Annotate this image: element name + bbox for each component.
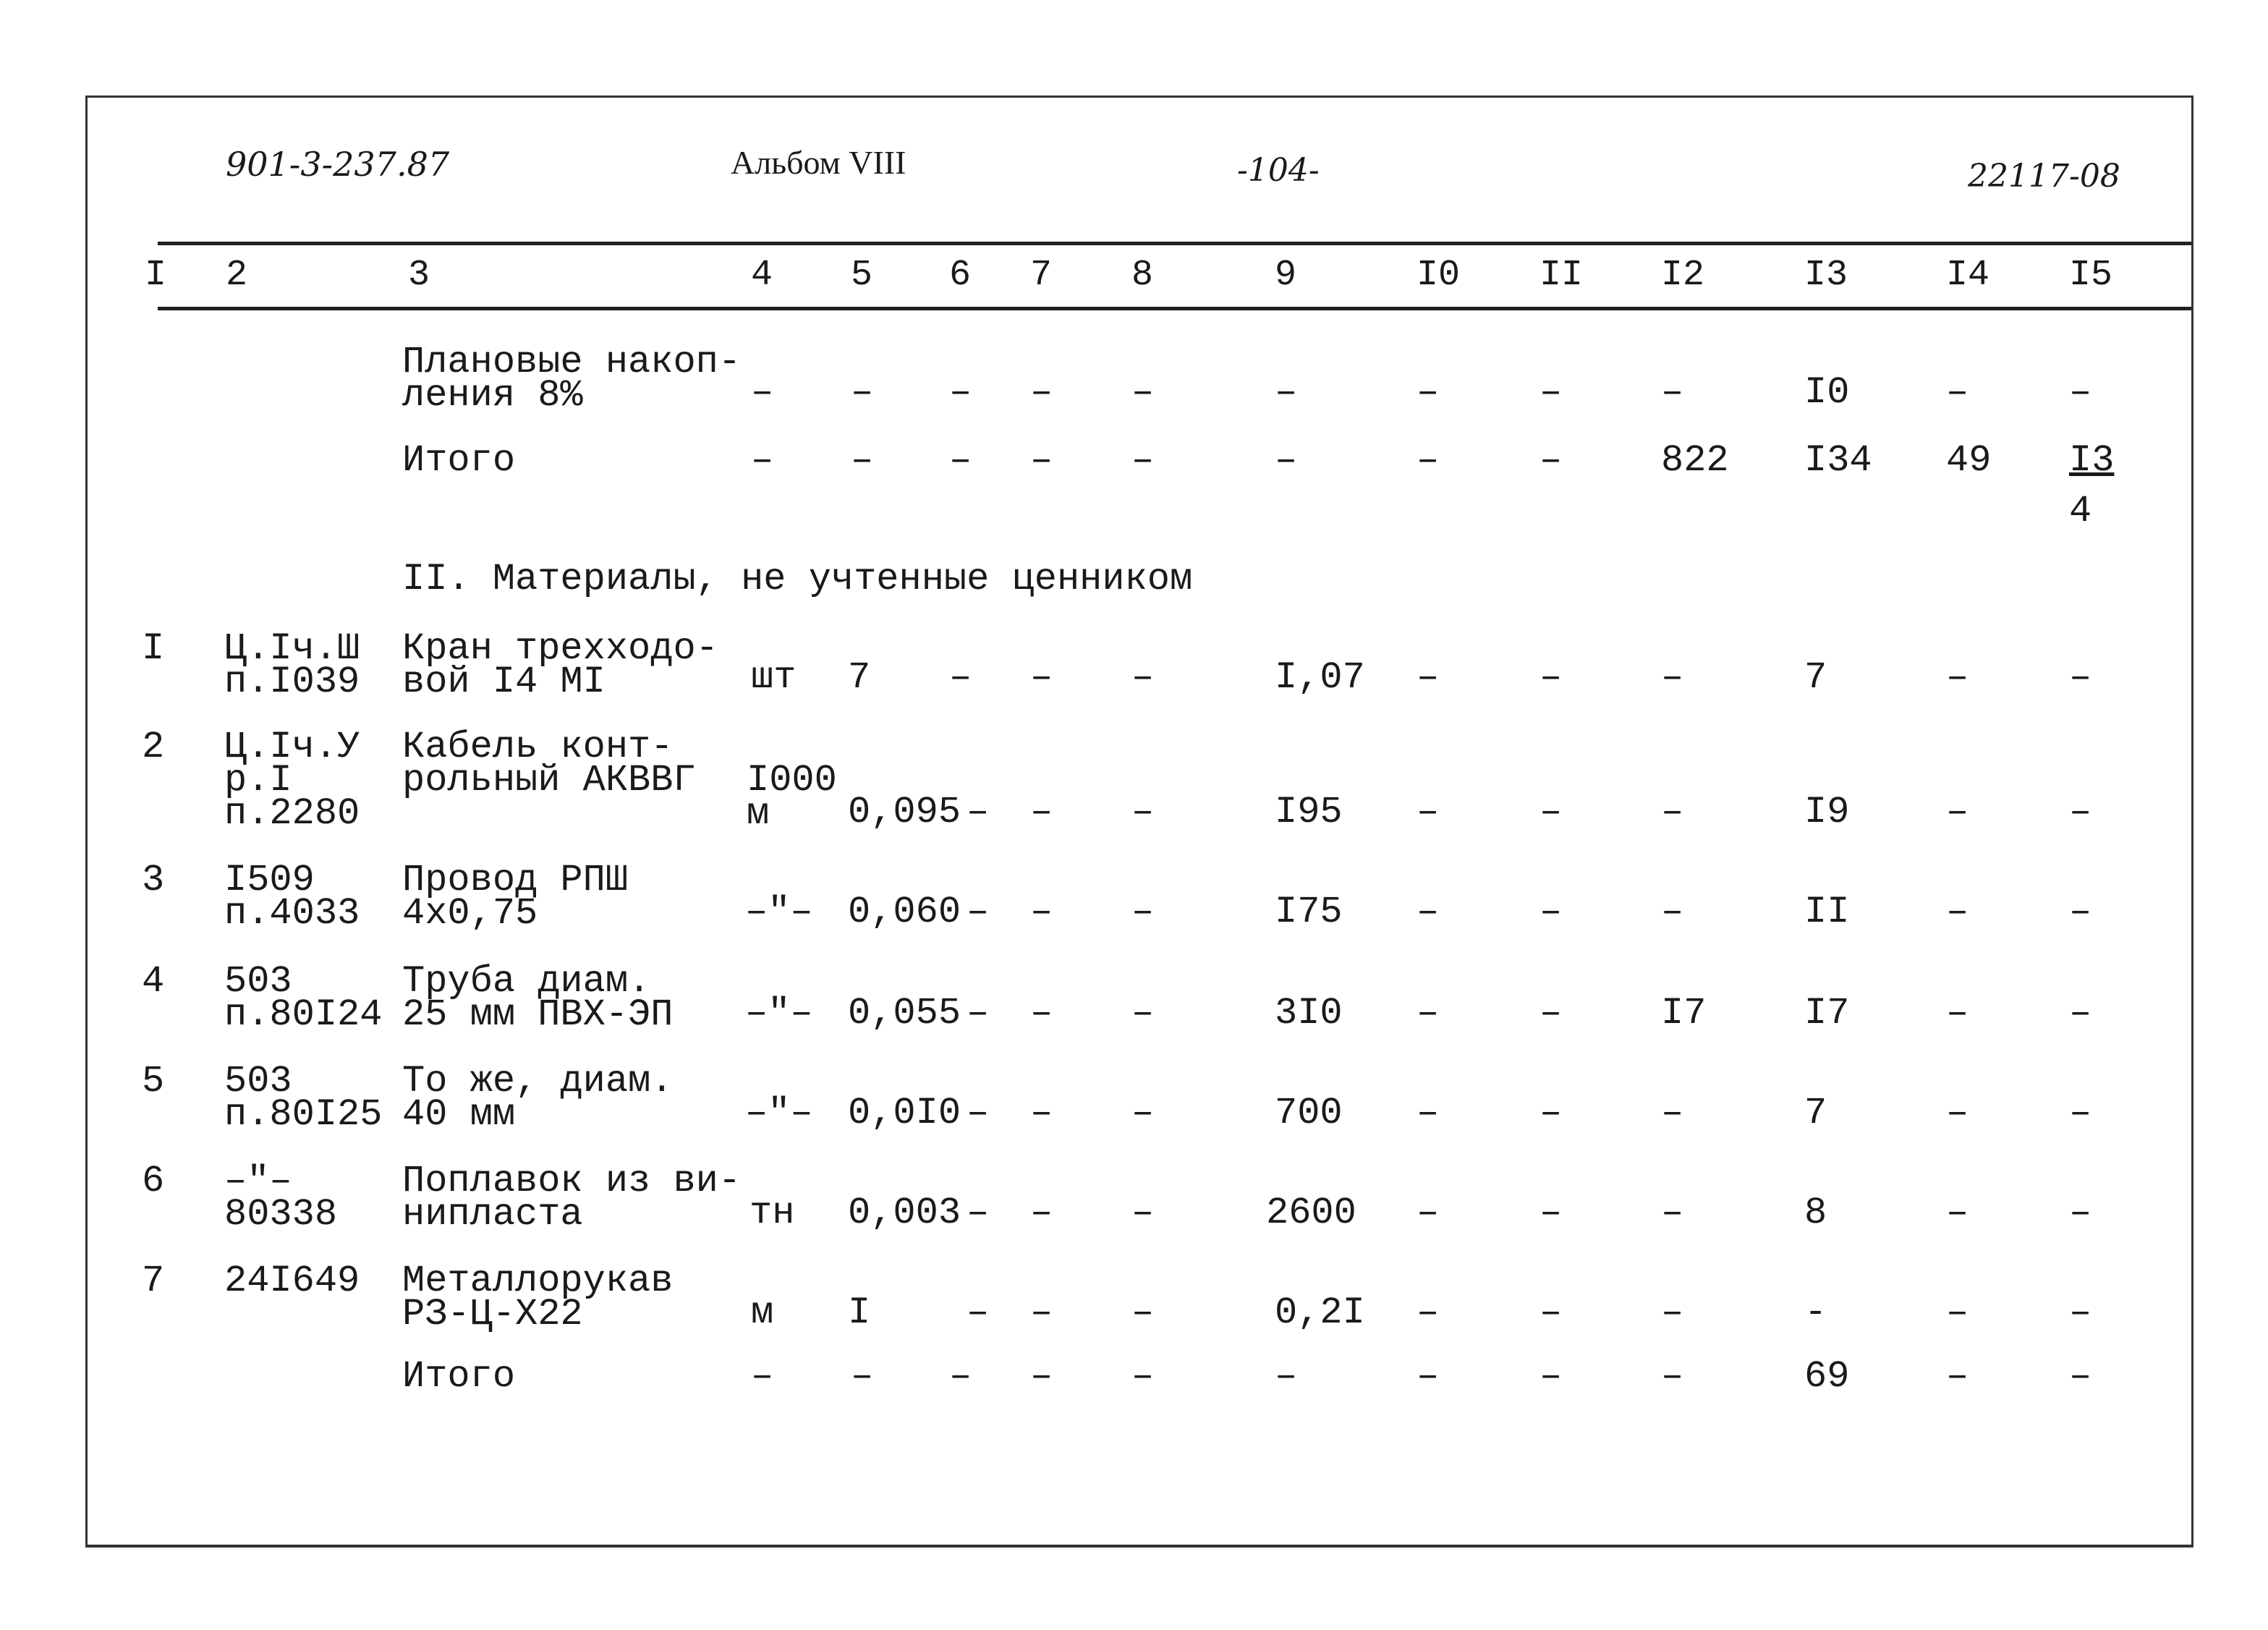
cell: – (949, 371, 972, 414)
cell: – (1030, 1092, 1053, 1134)
cell: – (851, 371, 874, 414)
cell: – (1131, 439, 1155, 482)
column-header: I0 (1417, 255, 1461, 296)
column-header: I (145, 255, 167, 296)
cell: – (2069, 891, 2092, 933)
unit-price: I95 (1275, 791, 1343, 833)
quantity: 0,003 (848, 1192, 961, 1234)
column-header: II (1539, 255, 1584, 296)
item-name: Поплавок из ви- нипласта (402, 1160, 742, 1236)
column-header: 2 (226, 255, 248, 296)
column-header: 5 (851, 255, 873, 296)
column-header: 4 (751, 255, 773, 296)
cell: – (1661, 1291, 1684, 1334)
cell: – (1131, 1092, 1155, 1134)
cell: – (1661, 791, 1684, 833)
cell: – (1946, 1355, 1969, 1398)
cell: – (1539, 1355, 1563, 1398)
cell: – (1131, 891, 1155, 933)
unit: шт (751, 656, 797, 699)
header-bottom-rule (158, 307, 2191, 310)
cell: – (1946, 791, 1969, 833)
cell: – (1661, 1192, 1684, 1234)
cell: – (1539, 371, 1563, 414)
quantity: 0,095 (848, 791, 961, 833)
cell: – (967, 1192, 990, 1234)
unit: I000 м (747, 759, 837, 835)
price-code: 503 п.80I25 (224, 1060, 383, 1136)
cell: – (1417, 1192, 1440, 1234)
unit: –"– (745, 992, 813, 1035)
item-name: Провод РПШ 4х0,75 (402, 859, 629, 935)
price-code: –"– 80338 (224, 1160, 338, 1236)
cell: – (1030, 891, 1053, 933)
unit: тн (749, 1192, 795, 1234)
unit-price: 3I0 (1275, 992, 1343, 1035)
cell: – (949, 1355, 972, 1398)
row-number: 2 (142, 726, 165, 768)
cell: – (1417, 791, 1440, 833)
album-title: Альбом VIII (731, 144, 906, 181)
cell: I34 (1804, 439, 1872, 482)
cell: – (1661, 1355, 1684, 1398)
cell: – (1661, 371, 1684, 414)
cell: – (1417, 992, 1440, 1035)
cell: – (851, 439, 874, 482)
cell: – (1661, 656, 1684, 699)
row-number: 4 (142, 960, 165, 1003)
cell: – (1030, 992, 1053, 1035)
cell: – (1417, 439, 1440, 482)
row-name: Плановые накоп- ления 8% (402, 341, 742, 417)
cell: – (1131, 371, 1155, 414)
header-top-rule (158, 242, 2191, 245)
cell: – (1946, 1192, 1969, 1234)
column-header: 7 (1030, 255, 1053, 296)
column-header: I4 (1946, 255, 1990, 296)
cell: – (1539, 1192, 1563, 1234)
cell: – (1539, 656, 1563, 699)
cell-denominator: 4 (2069, 490, 2092, 532)
cell: – (1417, 1092, 1440, 1134)
doc-number: 22117-08 (1968, 158, 2120, 195)
row-number: 6 (142, 1160, 165, 1202)
page-number: -104- (1237, 152, 1320, 189)
unit-price: 700 (1275, 1092, 1343, 1134)
cell: – (1417, 371, 1440, 414)
cell: I9 (1804, 791, 1850, 833)
item-name: Металлорукав РЗ-Ц-Х22 (402, 1260, 674, 1336)
cell: – (1030, 656, 1053, 699)
cell: – (1030, 1355, 1053, 1398)
cell: – (1417, 891, 1440, 933)
cell: – (2069, 1355, 2092, 1398)
cell: – (1030, 1192, 1053, 1234)
cell: 822 (1661, 439, 1729, 482)
cell-numerator: I3 (2069, 439, 2115, 482)
cell: – (1417, 656, 1440, 699)
row-number: I (142, 627, 165, 670)
cell: – (1131, 1291, 1155, 1334)
cell: I7 (1804, 992, 1850, 1035)
cell: – (1946, 1092, 1969, 1134)
cell: – (1131, 1355, 1155, 1398)
cell: – (1539, 439, 1563, 482)
column-header: I3 (1804, 255, 1848, 296)
cell: – (1131, 656, 1155, 699)
cell: – (1030, 791, 1053, 833)
cell: 7 (1804, 1092, 1827, 1134)
column-header: I5 (2069, 255, 2113, 296)
column-header: 8 (1131, 255, 1154, 296)
cell: – (751, 371, 774, 414)
cell: – (967, 1092, 990, 1134)
cell: 69 (1804, 1355, 1850, 1398)
row-number: 5 (142, 1060, 165, 1103)
unit-price: I,07 (1275, 656, 1365, 699)
column-header: 6 (949, 255, 972, 296)
cell: – (2069, 371, 2092, 414)
cell: – (1131, 1192, 1155, 1234)
item-name: Труба диам. 25 мм ПВХ-ЭП (402, 960, 674, 1036)
price-code: 24I649 (224, 1260, 360, 1302)
unit-price: 2600 (1266, 1192, 1356, 1234)
cell: – (1946, 1291, 1969, 1334)
cell: – (2069, 1192, 2092, 1234)
cell: I0 (1804, 371, 1850, 414)
cell: - (1804, 1291, 1827, 1334)
row-name: Итого (402, 1355, 516, 1398)
unit: –"– (745, 1092, 813, 1134)
column-header: 9 (1275, 255, 1297, 296)
cell: – (967, 992, 990, 1035)
cell: II (1804, 891, 1850, 933)
price-code: Ц.Iч.Ш п.I039 (224, 627, 360, 703)
cell: – (949, 439, 972, 482)
cell: – (1275, 371, 1298, 414)
cell: – (1275, 1355, 1298, 1398)
cell: – (1131, 791, 1155, 833)
cell: – (1539, 1291, 1563, 1334)
cell: – (851, 1355, 874, 1398)
cell: – (751, 1355, 774, 1398)
quantity: 7 (848, 656, 871, 699)
cell: – (2069, 1092, 2092, 1134)
cell: – (1030, 439, 1053, 482)
row-number: 7 (142, 1260, 165, 1302)
cell: – (2069, 992, 2092, 1035)
cell: – (1275, 439, 1298, 482)
item-name: Кран трехходо- вой I4 МI (402, 627, 718, 703)
section-title: II. Материалы, не учтенные ценником (402, 558, 1193, 600)
unit-price: 0,2I (1275, 1291, 1365, 1334)
cell: 49 (1946, 439, 1992, 482)
cell: – (1539, 1092, 1563, 1134)
cell: – (1417, 1355, 1440, 1398)
item-name: Кабель конт- рольный АКВВГ (402, 726, 696, 802)
quantity: I (848, 1291, 871, 1334)
cell: I7 (1661, 992, 1707, 1035)
cell: – (1539, 992, 1563, 1035)
price-code: Ц.Iч.У р.I п.2280 (224, 726, 360, 835)
cell: – (751, 439, 774, 482)
item-name: То же, диам. 40 мм (402, 1060, 674, 1136)
cell: – (949, 656, 972, 699)
quantity: 0,055 (848, 992, 961, 1035)
quantity: 0,0I0 (848, 1092, 961, 1134)
cell: – (1030, 371, 1053, 414)
unit: м (751, 1291, 774, 1334)
cell: – (1539, 791, 1563, 833)
row-number: 3 (142, 859, 165, 901)
cell: – (1661, 891, 1684, 933)
cell: – (1417, 1291, 1440, 1334)
cell: – (1539, 891, 1563, 933)
cell: – (2069, 791, 2092, 833)
cell: – (1946, 891, 1969, 933)
quantity: 0,060 (848, 891, 961, 933)
cell: 7 (1804, 656, 1827, 699)
cell: – (967, 791, 990, 833)
cell: – (1946, 992, 1969, 1035)
cell: 8 (1804, 1192, 1827, 1234)
cell: – (2069, 656, 2092, 699)
unit-price: I75 (1275, 891, 1343, 933)
cell: – (1030, 1291, 1053, 1334)
column-header: 3 (408, 255, 430, 296)
cell: – (2069, 1291, 2092, 1334)
cell: – (1661, 1092, 1684, 1134)
unit: –"– (745, 891, 813, 933)
cell: – (967, 1291, 990, 1334)
column-header: I2 (1661, 255, 1705, 296)
price-code: 503 п.80I24 (224, 960, 383, 1036)
doc-code: 901-3-237.87 (226, 145, 450, 184)
price-code: I509 п.4033 (224, 859, 360, 935)
cell: – (1131, 992, 1155, 1035)
cell: – (1946, 656, 1969, 699)
row-name: Итого (402, 439, 516, 482)
cell: – (1946, 371, 1969, 414)
cell: – (967, 891, 990, 933)
